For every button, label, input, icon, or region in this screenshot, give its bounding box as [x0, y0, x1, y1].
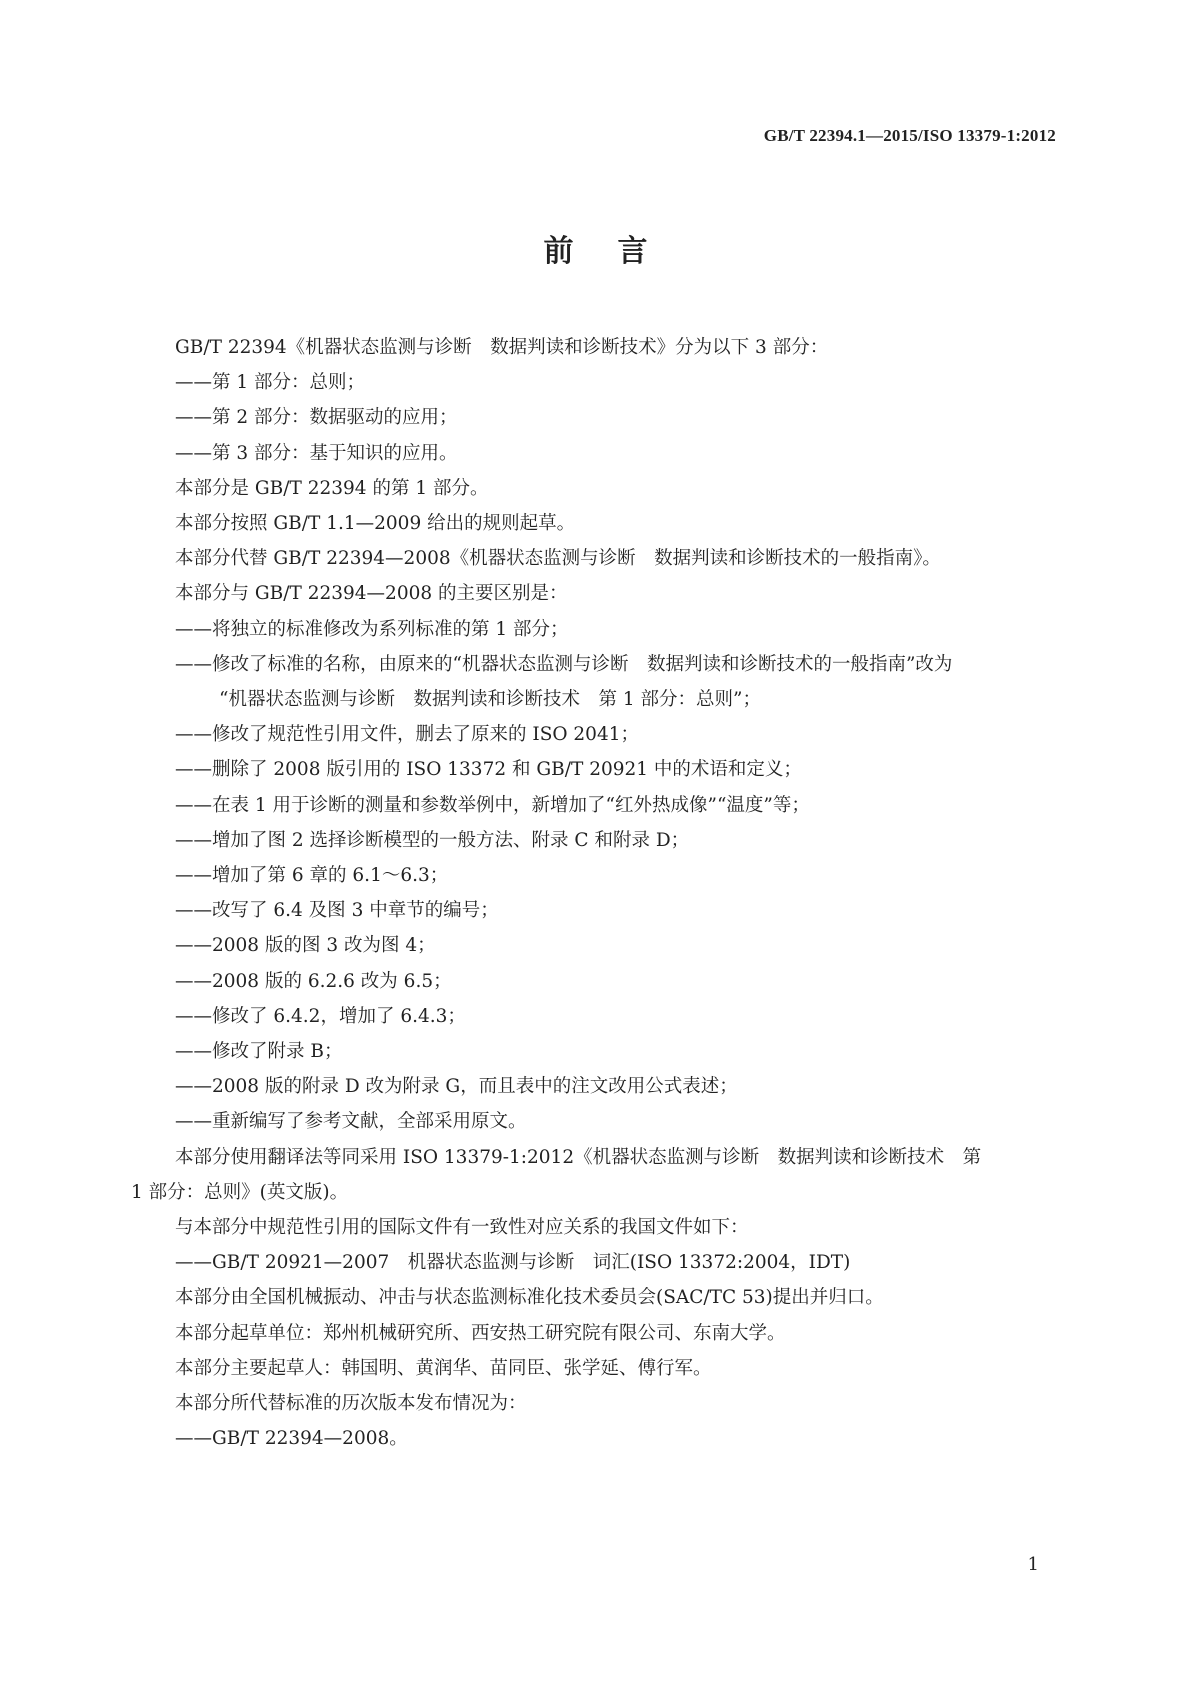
paragraph: 本部分起草单位：郑州机械研究所、西安热工研究院有限公司、东南大学。 [175, 1322, 786, 1344]
paragraph: 本部分与 GB/T 22394—2008 的主要区别是： [175, 583, 568, 605]
list-item: ——在表 1 用于诊断的测量和参数举例中，新增加了“红外热成像”“温度”等； [175, 794, 810, 816]
paragraph: GB/T 22394《机器状态监测与诊断 数据判读和诊断技术》分为以下 3 部分： [175, 337, 829, 358]
paragraph: 本部分主要起草人：韩国明、黄润华、苗同臣、张学延、傅行军。 [175, 1357, 712, 1379]
list-item: ——修改了标准的名称，由原来的“机器状态监测与诊断 数据判读和诊断技术的一般指南”改为 [175, 653, 953, 675]
list-item: ——第 2 部分：数据驱动的应用； [175, 407, 458, 429]
list-item: ——将独立的标准修改为系列标准的第 1 部分； [175, 618, 569, 640]
list-item: ——改写了 6.4 及图 3 中章节的编号； [175, 900, 499, 922]
list-item: ——2008 版的图 3 改为图 4； [175, 935, 436, 957]
list-item: ——修改了 6.4.2，增加了 6.4.3； [175, 1005, 466, 1027]
list-item: ——修改了附录 B； [175, 1041, 343, 1063]
list-item: ——修改了规范性引用文件，删去了原来的 ISO 2041； [175, 724, 639, 746]
list-item: ——第 3 部分：基于知识的应用。 [175, 442, 458, 464]
page-title: 前言 [543, 234, 692, 269]
page-number: 1 [1027, 1554, 1039, 1575]
paragraph: 本部分由全国机械振动、冲击与状态监测标准化技术委员会(SAC/TC 53)提出并归口。 [175, 1287, 884, 1309]
list-item: ——增加了第 6 章的 6.1～6.3； [175, 865, 449, 887]
paragraph-continuation: 1 部分：总则》(英文版)。 [131, 1181, 349, 1203]
list-item: ——GB/T 20921—2007 机器状态监测与诊断 词汇(ISO 13372:2004，IDT) [175, 1252, 851, 1274]
list-item: ——GB/T 22394—2008。 [175, 1428, 408, 1450]
foreword-body [131, 330, 1059, 1457]
list-item: ——重新编写了参考文献，全部采用原文。 [175, 1111, 527, 1133]
paragraph: 本部分是 GB/T 22394 的第 1 部分。 [175, 477, 489, 499]
paragraph: 本部分使用翻译法等同采用 ISO 13379-1:2012《机器状态监测与诊断 数据判读和诊断技术 第 [175, 1146, 982, 1168]
list-item: ——删除了 2008 版引用的 ISO 13372 和 GB/T 20921 中的术语和定义； [175, 759, 802, 781]
paragraph: 本部分按照 GB/T 1.1—2009 给出的规则起草。 [175, 513, 576, 535]
paragraph: 与本部分中规范性引用的国际文件有一致性对应关系的我国文件如下： [175, 1217, 749, 1239]
list-item: ——增加了图 2 选择诊断模型的一般方法、附录 C 和附录 D； [175, 829, 690, 851]
list-item: ——2008 版的 6.2.6 改为 6.5； [175, 970, 452, 992]
paragraph: 本部分所代替标准的历次版本发布情况为： [175, 1393, 527, 1415]
list-item-continuation: “机器状态监测与诊断 数据判读和诊断技术 第 1 部分：总则”； [219, 689, 761, 711]
paragraph: 本部分代替 GB/T 22394—2008《机器状态监测与诊断 数据判读和诊断技术的一般指南》。 [175, 548, 941, 570]
standard-code: GB/T 22394.1—2015/ISO 13379-1:2012 [763, 126, 1056, 145]
list-item: ——2008 版的附录 D 改为附录 G，而且表中的注文改用公式表述； [175, 1076, 738, 1098]
list-item: ——第 1 部分：总则； [175, 372, 366, 394]
